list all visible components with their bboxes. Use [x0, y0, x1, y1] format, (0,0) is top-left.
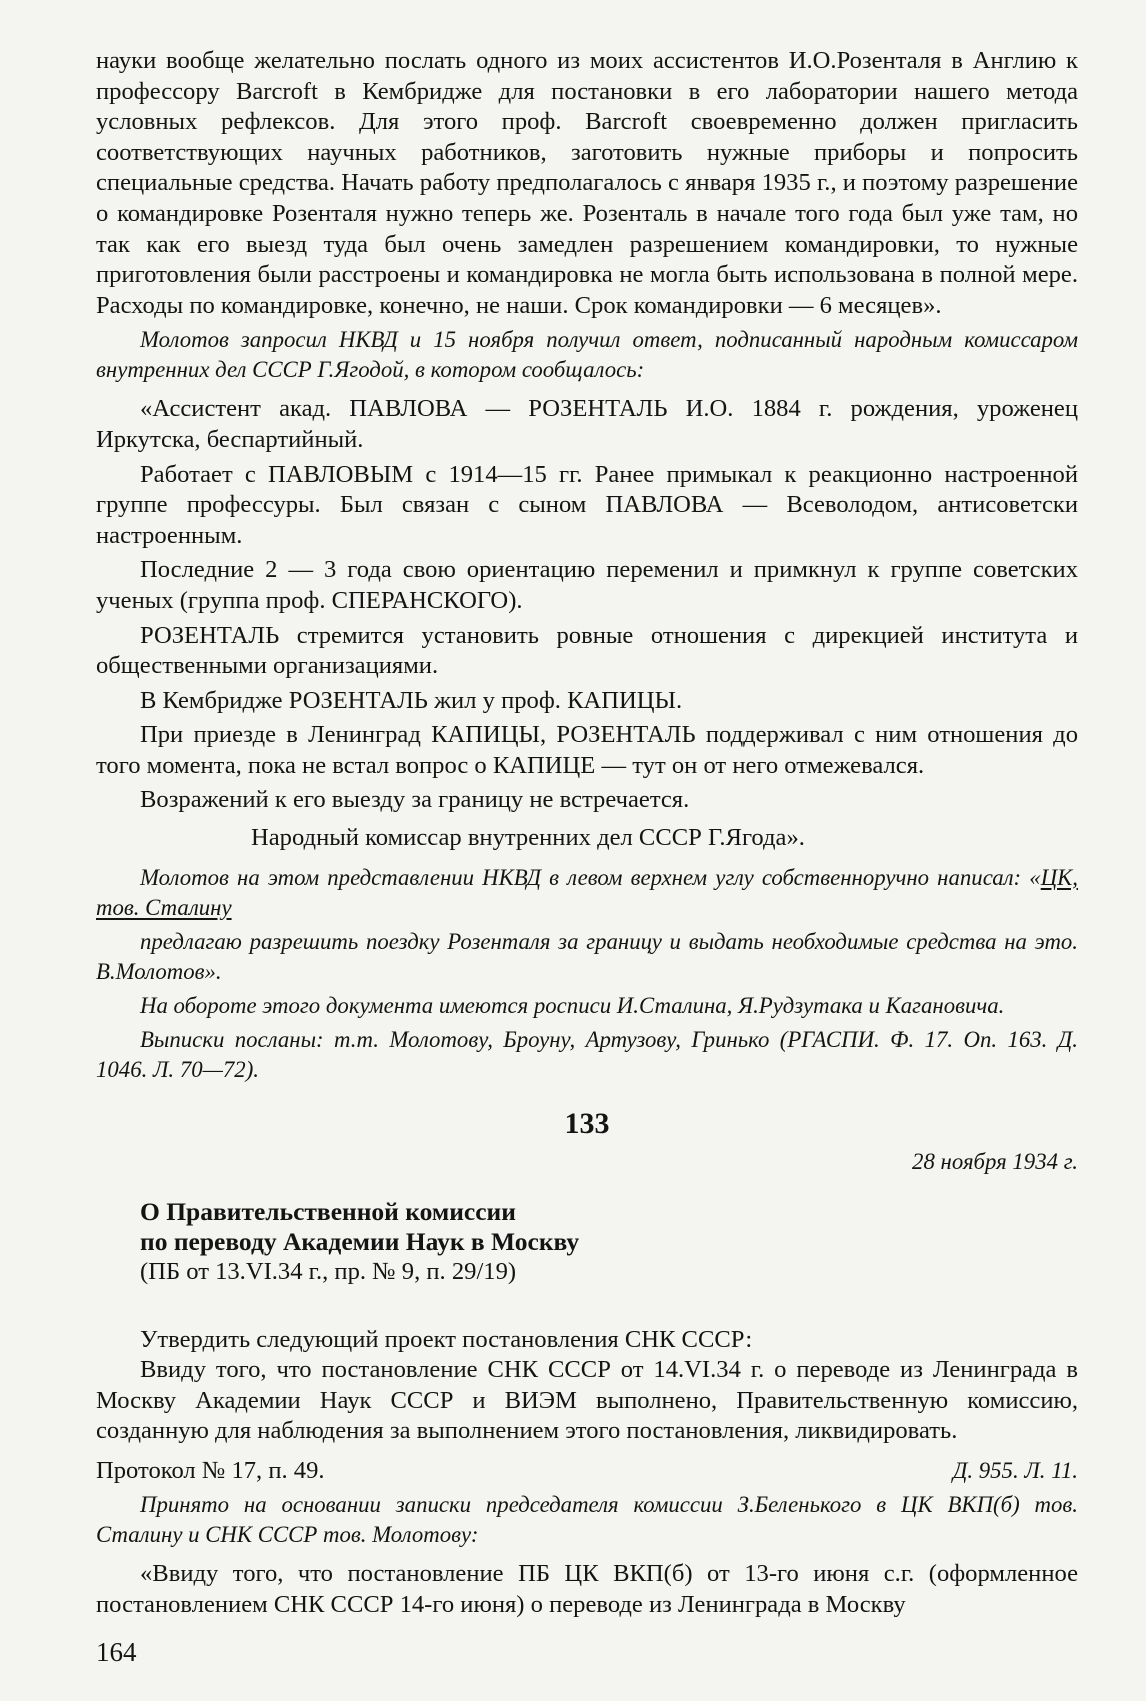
belenky-note-start: «Ввиду того, что постановление ПБ ЦК ВКП(б) от 13-го июня с.г. (оформленное постановлением СНК СССР 14-го июня) о переводе из Ленинграда в Москву — [96, 1560, 1078, 1618]
nkvd-paragraph-2: Работает с ПАВЛОВЫМ с 1914—15 гг. Ранее примыкал к реакционно настроенной группе профессуры. Был связан с сыном ПАВЛОВА — Всеволодом, антисоветски настроенным. — [96, 460, 1078, 549]
editorial-note-signatures: На обороте этого документа имеются росписи И.Сталина, Я.Рудзутака и Кагановича. — [140, 992, 1005, 1018]
editorial-note-basis: Принято на основании записки председателя комиссии З.Беленького в ЦК ВКП(б) тов. Сталину и СНК СССР тов. Молотову: — [96, 1492, 1078, 1548]
document-date: 28 ноября 1934 г. — [912, 1148, 1078, 1174]
nkvd-paragraph-1: «Ассистент акад. ПАВЛОВА — РОЗЕНТАЛЬ И.О. 1884 г. рождения, уроженец Иркутска, беспартийный. — [96, 395, 1078, 453]
nkvd-paragraph-7: Возражений к его выезду за границу не встречается. — [140, 786, 690, 814]
nkvd-paragraph-4: РОЗЕНТАЛЬ стремится установить ровные отношения с дирекцией института и общественными организациями. — [96, 621, 1078, 680]
decision-text: Ввиду того, что постановление СНК СССР от 14.VI.34 г. о переводе из Ленинграда в Москву Академии Наук СССР и ВИЭМ выполнено, Правительственную комиссию, созданную для наблюдения за выполнением этого постановления, ликвидировать. — [96, 1356, 1078, 1445]
resolution-addressee: ЦК, тов. Сталину — [96, 864, 1078, 920]
text-column — [96, 46, 1078, 1620]
document-reference: (ПБ от 13.VI.34 г., пр. № 9, п. 29/19) — [140, 1257, 517, 1285]
resolution-intro: Молотов на этом представлении НКВД в левом верхнем углу собственноручно написал: « — [140, 864, 1041, 890]
protocol-row — [96, 1456, 1078, 1486]
document-title-line-2: по переводу Академии Наук в Москву — [140, 1226, 580, 1256]
page-number: 164 — [96, 1637, 137, 1667]
resolution-text: предлагаю разрешить поездку Розенталя за границу и выдать необходимые средства на это. В.Молотов». — [96, 928, 1078, 984]
nkvd-paragraph-6: При приезде в Ленинград КАПИЦЫ, РОЗЕНТАЛЬ поддерживал с ним отношения до того момента, пока не встал вопрос о КАПИЦЕ — тут он от него отмежевался. — [96, 721, 1078, 779]
editorial-note-molotov-resolution — [96, 863, 1078, 923]
nkvd-signature: Народный комиссар внутренних дел СССР Г.Ягода». — [251, 824, 805, 852]
protocol-number: Протокол № 17, п. 49. — [96, 1457, 325, 1485]
editorial-note-molotov-request: Молотов запросил НКВД и 15 ноября получил ответ, подписанный народным комиссаром внутренних дел СССР Г.Ягодой, в котором сообщалось: — [96, 327, 1078, 383]
letter-continuation: науки вообще желательно послать одного из моих ассистентов И.О.Розенталя в Англию к профессору Barcroft в Кембридже для постановки в его лаборатории нашего метода условных рефлексов. Для этого проф. Barcroft своевременно должен пригласить соответствующих научных работников, заготовить нужные приборы и попросить специальные средства. Начать работу предполагалось с января 1935 г., и поэтому разрешение о командировке Розенталя нужно теперь же. Розенталь в начале того года был уже там, но так как его выезд туда был очень замедлен разрешением командировки, то нужные приготовления были расстроены и командировка не могла быть использована в полной мере. Расходы по командировке, конечно, не наши. Срок командировки — 6 месяцев». — [96, 47, 1078, 319]
archive-reference: Д. 955. Л. 11. — [952, 1458, 1078, 1484]
editorial-note-extracts: Выписки посланы: т.т. Молотову, Броуну, Артузову, Гринько (РГАСПИ. Ф. 17. Оп. 163. Д. 1046. Л. 70—72). — [96, 1026, 1078, 1082]
nkvd-paragraph-3: Последние 2 — 3 года свою ориентацию переменил и примкнул к группе советских ученых (группа проф. СПЕРАНСКОГО). — [96, 556, 1078, 614]
document-title-line-1: О Правительственной комиссии — [140, 1196, 516, 1226]
document-number: 133 — [564, 1106, 610, 1140]
nkvd-paragraph-5: В Кембридже РОЗЕНТАЛЬ жил у проф. КАПИЦЫ. — [140, 686, 683, 714]
decision-intro: Утвердить следующий проект постановления СНК СССР: — [140, 1325, 753, 1353]
